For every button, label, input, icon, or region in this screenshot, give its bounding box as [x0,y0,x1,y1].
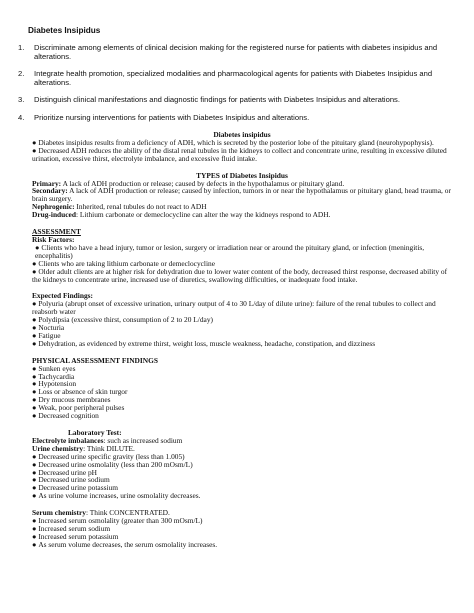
objective-text: Integrate health promotion, specialized modalities and pharmacological agents for patients with Diabetes Insipidus and alterations. [34,69,433,87]
objective-item [18,70,448,87]
risk-factor-bullet: ● Clients who have a head injury, tumor or lesion, surgery or irradiation near or around the pituitary gland, or infection (meningitis, encephalitis) [32,244,452,260]
urine-bullet: ● Decreased urine pH [32,469,452,477]
objectives-list [18,44,448,132]
type-label: Nephrogenic: [32,202,75,212]
objective-number: 4. [18,112,25,122]
objective-item [18,114,448,123]
objective-text: Discriminate among elements of clinical decision making for the registered nurse for patients with diabetes insipidus and alterations. [34,43,438,61]
objective-number: 2. [18,69,25,79]
finding-bullet: ● Polydipsia (excessive thirst, consumption of 2 to 20 L/day) [32,316,452,324]
type-item-drug-induced [32,211,452,219]
type-text: : Lithium carbonate or demeclocycline can alter the way the kidneys respond to ADH. [75,210,331,220]
risk-factors-heading: Risk Factors: [32,234,75,244]
risk-factor-bullet: ● Older adult clients are at higher risk for dehydration due to lower water content of the body, decreased thirst response, decreased ability of the kidneys to concentrate urine, increased use of diuretics, swallowing difficulties, or inadequate food intake. [32,268,452,284]
objective-number: 1. [18,43,25,52]
finding-bullet: ● Dehydration, as evidenced by extreme thirst, weight loss, muscle weakness, headache, constipation, and dizziness [32,340,452,348]
electrolyte-label: Electrolyte imbalances [32,435,104,445]
serum-chemistry-text: : Think CONCENTRATED. [85,508,170,518]
finding-bullet: ● Nocturia [32,324,452,332]
type-label: Secondary: [32,186,68,196]
document-title: Diabetes Insipidus [28,26,101,35]
objective-item [18,44,448,61]
type-text: Inherited, renal tubules do not react to ADH [74,202,207,212]
type-label: Primary: [32,178,62,188]
urine-bullet: ● Decreased urine osmolality (less than 200 mOsm/L) [32,461,452,469]
overview-bullet: ● Decreased ADH reduces the ability of the distal renal tubules in the kidneys to collect and concentrate urine, resulting in excessive diluted urination, excessive thirst, electrolyte imbalance, and excessive fluid intake. [32,147,452,163]
physical-finding-bullet: ● Sunken eyes [32,365,452,373]
physical-finding-bullet: ● Dry mucous membranes [32,396,452,404]
objective-item [18,96,448,105]
serum-chemistry-label: Serum chemistry [32,508,86,518]
objective-text: Distinguish clinical manifestations and diagnostic findings for patients with Diabetes Insipidus and alterations. [34,95,400,105]
serum-bullet: ● As serum volume decreases, the serum osmolality increases. [32,541,452,549]
serum-bullet: ● Increased serum sodium [32,525,452,533]
serum-bullet: ● Increased serum osmolality (greater than 300 mOsm/L) [32,517,452,525]
assessment-heading: ASSESSMENT [32,227,81,237]
expected-findings-heading: Expected Findings: [32,291,93,301]
document-body [32,131,452,549]
urine-bullet: ● Decreased urine specific gravity (less than 1.005) [32,453,452,461]
type-label: Drug-induced [32,210,76,220]
overview-heading: Diabetes insipidus [213,130,271,139]
objective-number: 3. [18,95,25,105]
finding-bullet: ● Fatigue [32,332,452,340]
physical-finding-bullet: ● Loss or absence of skin turgor [32,388,452,396]
finding-bullet: ● Polyuria (abrupt onset of excessive urination, urinary output of 4 to 30 L/day of dilute urine): failure of the renal tubules to collect and reabsorb water [32,300,452,316]
overview-bullet: ● Diabetes insipidus results from a deficiency of ADH, which is secreted by the posterior lobe of the pituitary gland (neurohypophysis). [32,139,452,147]
serum-bullet: ● Increased serum potassium [32,533,452,541]
physical-finding-bullet: ● Weak, poor peripheral pulses [32,404,452,412]
type-item-secondary [32,187,452,203]
urine-chemistry-text: : Think DILUTE. [83,443,135,453]
physical-finding-bullet: ● Hypotension [32,380,452,388]
urine-bullet: ● As urine volume increases, urine osmolality decreases. [32,492,452,500]
objective-text: Prioritize nursing interventions for patients with Diabetes Insipidus and alterations. [34,112,310,122]
physical-assessment-heading: PHYSICAL ASSESSMENT FINDINGS [32,355,158,365]
physical-finding-bullet: ● Decreased cognition [32,412,452,420]
types-heading: TYPES of Diabetes Insipidus [196,170,288,180]
laboratory-heading: Laboratory Test: [68,428,122,437]
type-text: A lack of ADH production or release; caused by defects in the hypothalamus or pituitary gland. [61,178,345,188]
electrolyte-text: : such as increased sodium [103,435,183,445]
type-text: A lack of ADH production or release; caused by infection, tumors in or near the hypothalamus or pituitary gland, head trauma, or brain surgery. [32,186,451,204]
risk-factor-bullet: ● Clients who are taking lithium carbonate or demeclocycline [32,260,452,268]
urine-chemistry-label: Urine chemistry [32,443,84,453]
urine-bullet: ● Decreased urine potassium [32,484,452,492]
physical-finding-bullet: ● Tachycardia [32,373,452,381]
urine-bullet: ● Decreased urine sodium [32,476,452,484]
